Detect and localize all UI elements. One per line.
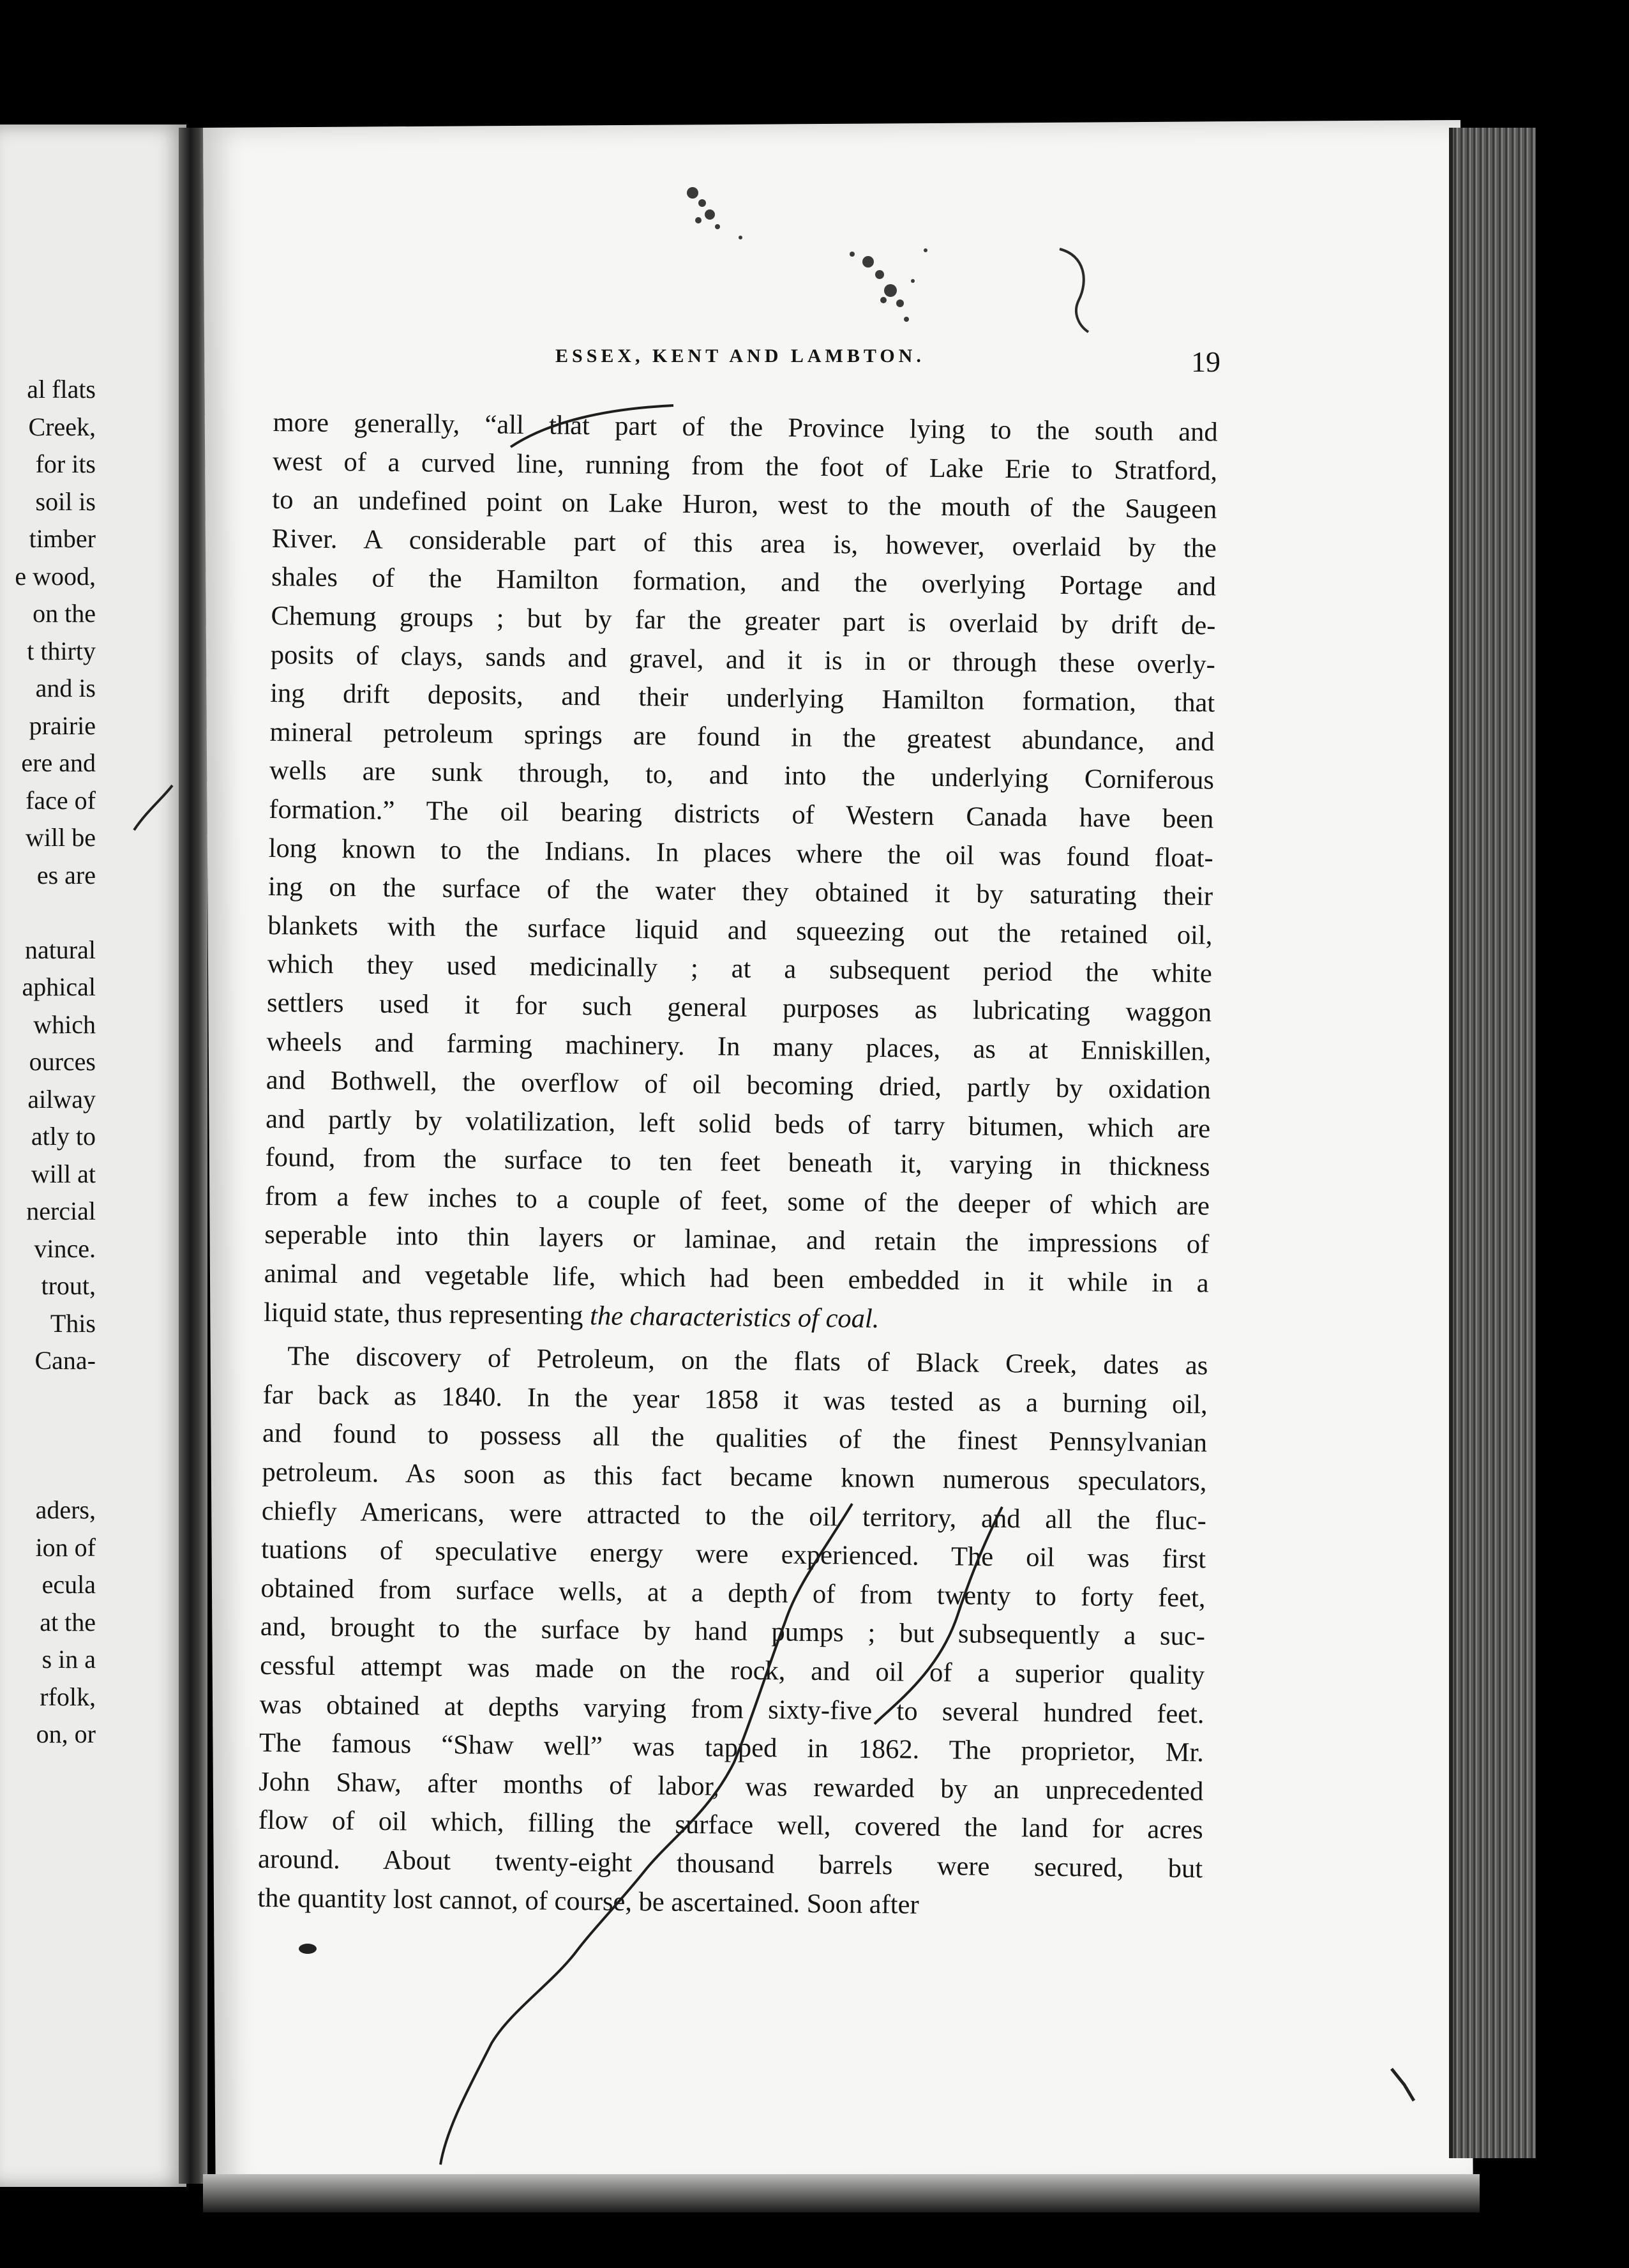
left-page-line: on the: [33, 599, 96, 628]
page-bottom-shadow: [203, 2174, 1480, 2212]
text-line: was obtained at depths varying from sixty-five to several hundred feet.: [259, 1689, 1205, 1729]
text-line: chiefly Americans, were attracted to the oil territory, and all the fluc-: [261, 1495, 1207, 1536]
left-page-line: soil is: [35, 487, 96, 516]
text-line: wheels and farming machinery. In many places, as at Enniskillen,: [266, 1026, 1212, 1066]
text-line: the quantity lost cannot, of course, be ascertained. Soon after: [257, 1882, 919, 1920]
left-page-line: nercial: [26, 1197, 96, 1225]
left-page-line: ere and: [21, 748, 96, 777]
text-line: around. About twenty-eight thousand barrels were secured, but: [257, 1843, 1203, 1884]
text-line: seperable into thin layers or laminae, and retain the impressions of: [264, 1220, 1210, 1260]
text-line: shales of the Hamilton formation, and the overlying Portage and: [271, 562, 1217, 602]
left-page-line: Creek,: [28, 412, 96, 441]
left-page-line: aders,: [35, 1495, 96, 1524]
left-page-line: natural: [24, 935, 96, 964]
text-line: which they used medicinally ; at a subsequent period the white: [267, 949, 1212, 989]
text-line: more generally, “all that part of the Province lying to the south and: [273, 407, 1218, 448]
page-number: 19: [1191, 345, 1220, 378]
text-line: flow of oil which, filling the surface well, covered the land for acres: [258, 1805, 1203, 1845]
left-page-line: ailway: [27, 1084, 96, 1114]
text-line: west of a curved line, running from the foot of Lake Erie to Stratford,: [272, 446, 1218, 487]
text-line: petroleum. As soon as this fact became known numerous speculators,: [262, 1456, 1207, 1497]
page-edges: [1449, 128, 1536, 2158]
left-page-line: on, or: [36, 1720, 96, 1748]
text-line: blankets with the surface liquid and squeezing out the retained oil,: [267, 910, 1213, 951]
left-page-line: es are: [36, 860, 96, 889]
text-line: from a few inches to a couple of feet, some of the deeper of which are: [264, 1181, 1210, 1221]
text-line: The famous “Shaw well” was tapped in 1862. The proprietor, Mr.: [259, 1728, 1205, 1768]
text-line: ing drift deposits, and their underlying Hamilton formation, that: [270, 678, 1215, 718]
book-gutter: [179, 128, 207, 2184]
text-line: to an undefined point on Lake Huron, west to the mouth of the Saugeen: [272, 485, 1217, 525]
left-page-line: ources: [29, 1047, 96, 1076]
left-page-line: ecula: [41, 1570, 96, 1599]
left-page-line: face of: [26, 785, 96, 815]
left-page-line: al flats: [27, 375, 96, 404]
text-line: The discovery of Petroleum, on the flats of Black Creek, dates as: [287, 1341, 1208, 1381]
left-page-line: at the: [40, 1607, 96, 1637]
text-line: River. A considerable part of this area is, however, overlaid by the: [271, 523, 1217, 564]
left-page-line: vince.: [34, 1234, 96, 1263]
left-page-line: ion of: [35, 1532, 96, 1562]
text-line: posits of clays, sands and gravel, and it is in or through these overly-: [270, 639, 1216, 680]
left-page-line: timber: [29, 524, 96, 553]
text-line: John Shaw, after months of labor, was rewarded by an unprecedented: [259, 1766, 1204, 1807]
text-line: obtained from surface wells, at a depth of from twenty to forty feet,: [260, 1573, 1206, 1614]
left-page-line: atly to: [31, 1122, 96, 1151]
text-line: far back as 1840. In the year 1858 it was tested as a burning oil,: [262, 1379, 1208, 1420]
body-text: [257, 404, 1218, 1928]
text-line: cessful attempt was made on the rock, and oil of a superior quality: [260, 1650, 1205, 1691]
left-page-line: will at: [31, 1159, 96, 1188]
left-page-line: t thirty: [27, 636, 96, 665]
text-line: ing on the surface of the water they obtained it by saturating their: [267, 872, 1213, 912]
text-line: and, brought to the surface by hand pumps ; but subsequently a suc-: [260, 1612, 1206, 1652]
left-page-line: This: [50, 1308, 96, 1338]
text-line: long known to the Indians. In places where the oil was found float-: [268, 833, 1213, 873]
left-page-line: prairie: [29, 711, 96, 740]
text-line: formation.” The oil bearing districts of Western Canada have been: [269, 794, 1214, 835]
text-line: tuations of speculative energy were experienced. The oil was first: [260, 1534, 1206, 1575]
text-line: and found to possess all the qualities of the finest Pennsylvanian: [262, 1418, 1208, 1458]
left-page-line: trout,: [41, 1271, 96, 1300]
running-head: ESSEX, KENT AND LAMBTON.: [555, 345, 925, 367]
italic-phrase: the characteristics of coal.: [589, 1300, 880, 1334]
facing-left-page: [0, 125, 186, 2187]
text-line-start: liquid state, thus representing: [263, 1297, 583, 1331]
text-line: Chemung groups ; but by far the greater part is overlaid by drift de-: [271, 600, 1216, 641]
left-page-line: s in a: [41, 1645, 96, 1674]
left-page-line: rfolk,: [40, 1682, 96, 1711]
left-page-line: aphical: [22, 972, 96, 1001]
text-line: wells are sunk through, to, and into the underlying Corniferous: [269, 755, 1215, 796]
text-line: found, from the surface to ten feet beneath it, varying in thickness: [265, 1142, 1210, 1183]
left-page-line: will be: [26, 823, 96, 852]
left-page-line: for its: [35, 450, 96, 478]
text-line: mineral petroleum springs are found in the greatest abundance, and: [269, 716, 1215, 757]
left-page-line: Cana-: [34, 1346, 96, 1375]
left-page-line: which: [33, 1009, 96, 1039]
text-line: and partly by volatilization, left solid beds of tarry bitumen, which are: [266, 1103, 1211, 1144]
text-line: settlers used it for such general purposes as lubricating waggon: [266, 987, 1212, 1028]
left-page-line: e wood,: [15, 561, 96, 591]
text-line: animal and vegetable life, which had been embedded in it while in a: [264, 1258, 1209, 1299]
text-line: and Bothwell, the overflow of oil becoming dried, partly by oxidation: [266, 1065, 1212, 1105]
left-page-line: and is: [35, 674, 96, 702]
